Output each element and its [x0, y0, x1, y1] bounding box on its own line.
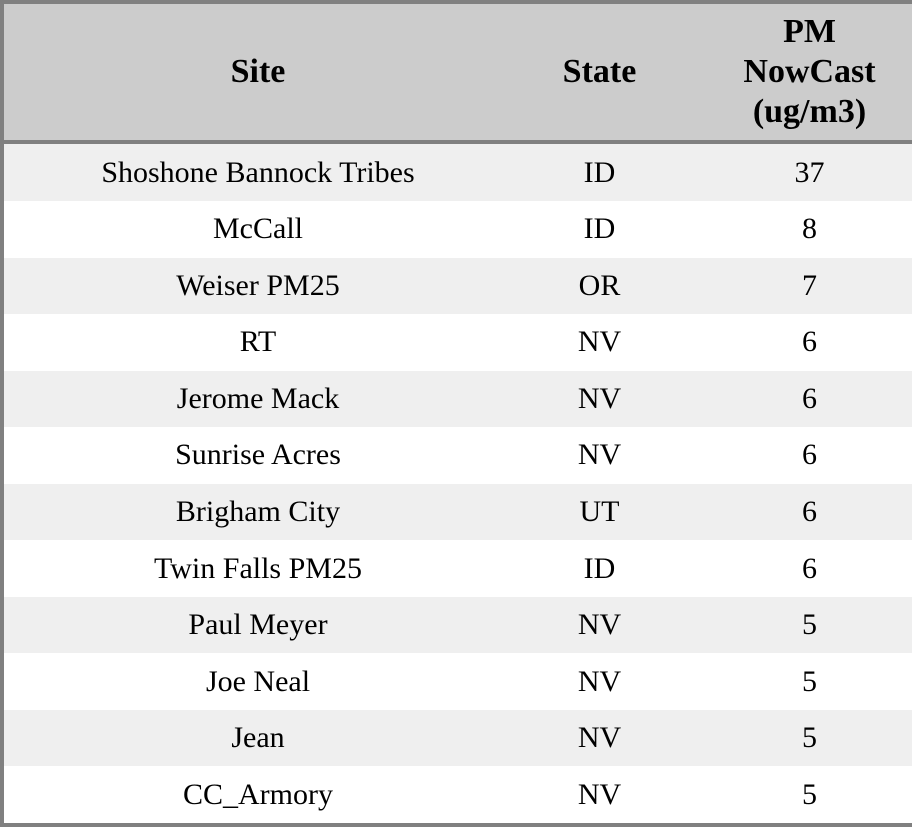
table-row: [4, 427, 912, 484]
cell-state: UT: [512, 484, 687, 541]
cell-pm: 6: [687, 484, 912, 541]
air-quality-table: [4, 4, 912, 823]
cell-state: ID: [512, 540, 687, 597]
table-row: [4, 484, 912, 541]
cell-state: NV: [512, 653, 687, 710]
cell-site: Sunrise Acres: [4, 427, 512, 484]
cell-site: CC_Armory: [4, 766, 512, 823]
cell-state: NV: [512, 710, 687, 767]
cell-pm: 5: [687, 597, 912, 654]
cell-state: NV: [512, 371, 687, 428]
column-header-pm-line-1: PM: [783, 13, 836, 50]
table-row: [4, 314, 912, 371]
cell-site: Joe Neal: [4, 653, 512, 710]
table-row: [4, 371, 912, 428]
cell-site: Shoshone Bannock Tribes: [4, 142, 512, 201]
cell-site: Jerome Mack: [4, 371, 512, 428]
table-body: [4, 142, 912, 823]
cell-site: Weiser PM25: [4, 258, 512, 315]
cell-site: Brigham City: [4, 484, 512, 541]
cell-pm: 5: [687, 653, 912, 710]
column-header-pm-line-3: (ug/m3): [752, 93, 867, 131]
cell-state: ID: [512, 142, 687, 201]
cell-state: NV: [512, 314, 687, 371]
cell-pm: 6: [687, 314, 912, 371]
table-row: [4, 597, 912, 654]
table-row: [4, 540, 912, 597]
cell-pm: 5: [687, 710, 912, 767]
cell-pm: 5: [687, 766, 912, 823]
table-row: [4, 258, 912, 315]
cell-state: NV: [512, 427, 687, 484]
cell-pm: 8: [687, 201, 912, 258]
cell-site: Paul Meyer: [4, 597, 512, 654]
cell-site: Jean: [4, 710, 512, 767]
cell-state: NV: [512, 766, 687, 823]
table-row: [4, 201, 912, 258]
cell-site: McCall: [4, 201, 512, 258]
cell-pm: 6: [687, 540, 912, 597]
table-row: [4, 653, 912, 710]
table-row: [4, 766, 912, 823]
table-row: [4, 710, 912, 767]
table-header-row: [4, 4, 912, 142]
cell-site: Twin Falls PM25: [4, 540, 512, 597]
table-header: [4, 4, 912, 142]
cell-site: RT: [4, 314, 512, 371]
cell-state: ID: [512, 201, 687, 258]
column-header-pm-line-2: NowCast: [743, 53, 876, 91]
cell-pm: 7: [687, 258, 912, 315]
cell-pm: 6: [687, 427, 912, 484]
table-row: [4, 142, 912, 201]
column-header-pm-nowcast: [687, 4, 912, 142]
cell-state: OR: [512, 258, 687, 315]
cell-pm: 6: [687, 371, 912, 428]
cell-state: NV: [512, 597, 687, 654]
column-header-site: Site: [4, 4, 512, 142]
cell-pm: 37: [687, 142, 912, 201]
column-header-state: State: [512, 4, 687, 142]
